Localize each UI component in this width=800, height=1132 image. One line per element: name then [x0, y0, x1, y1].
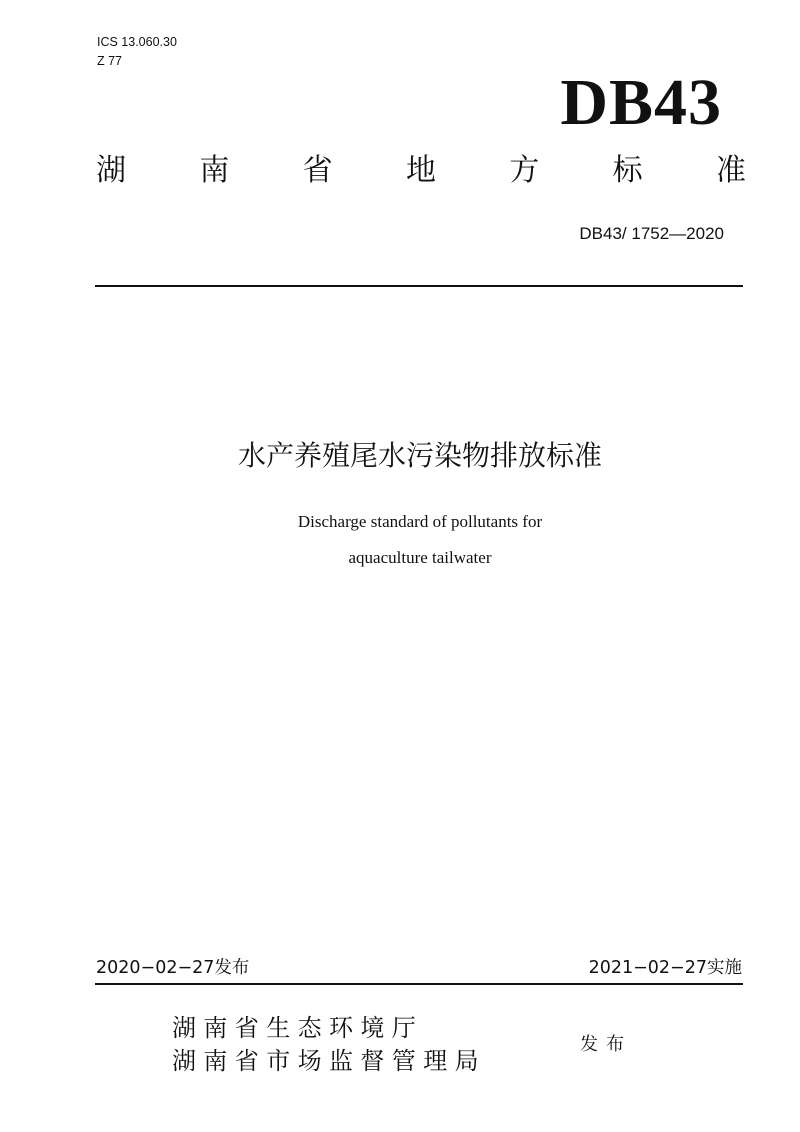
standard-type-char: 地: [405, 153, 436, 188]
top-divider: [95, 285, 743, 287]
standard-type-heading: [96, 151, 746, 191]
title-english-line1: Discharge standard of pollutants for: [297, 512, 543, 531]
issuer-market-regulation: 湖南省市场监督管理局: [172, 1047, 486, 1075]
standard-type-char: 方: [509, 153, 540, 188]
ccs-code: Z 77: [97, 54, 123, 68]
title-english-line2: aquaculture tailwater: [348, 548, 492, 567]
issuing-authorities: [172, 1012, 486, 1078]
standard-type-char: 准: [715, 153, 746, 188]
classification-codes: [97, 33, 177, 71]
standard-type-char: 湖: [96, 153, 126, 188]
standard-type-char: 省: [302, 153, 333, 188]
bottom-divider: [95, 983, 743, 985]
issue-date: 2020−02−27发布: [96, 958, 250, 978]
title-chinese: 水产养殖尾水污染物排放标准: [237, 439, 602, 472]
issuer-ecology: 湖南省生态环境厅: [172, 1014, 424, 1042]
db-logo: DB43: [560, 66, 722, 139]
release-label: 发布: [580, 1034, 632, 1055]
implementation-date: 2021−02−27实施: [588, 958, 742, 978]
standard-type-char: 南: [199, 153, 230, 188]
standard-number: DB43/ 1752—2020: [579, 224, 724, 243]
title-english: [0, 504, 800, 576]
ics-code: ICS 13.060.30: [97, 35, 177, 49]
standard-type-char: 标: [612, 153, 643, 188]
